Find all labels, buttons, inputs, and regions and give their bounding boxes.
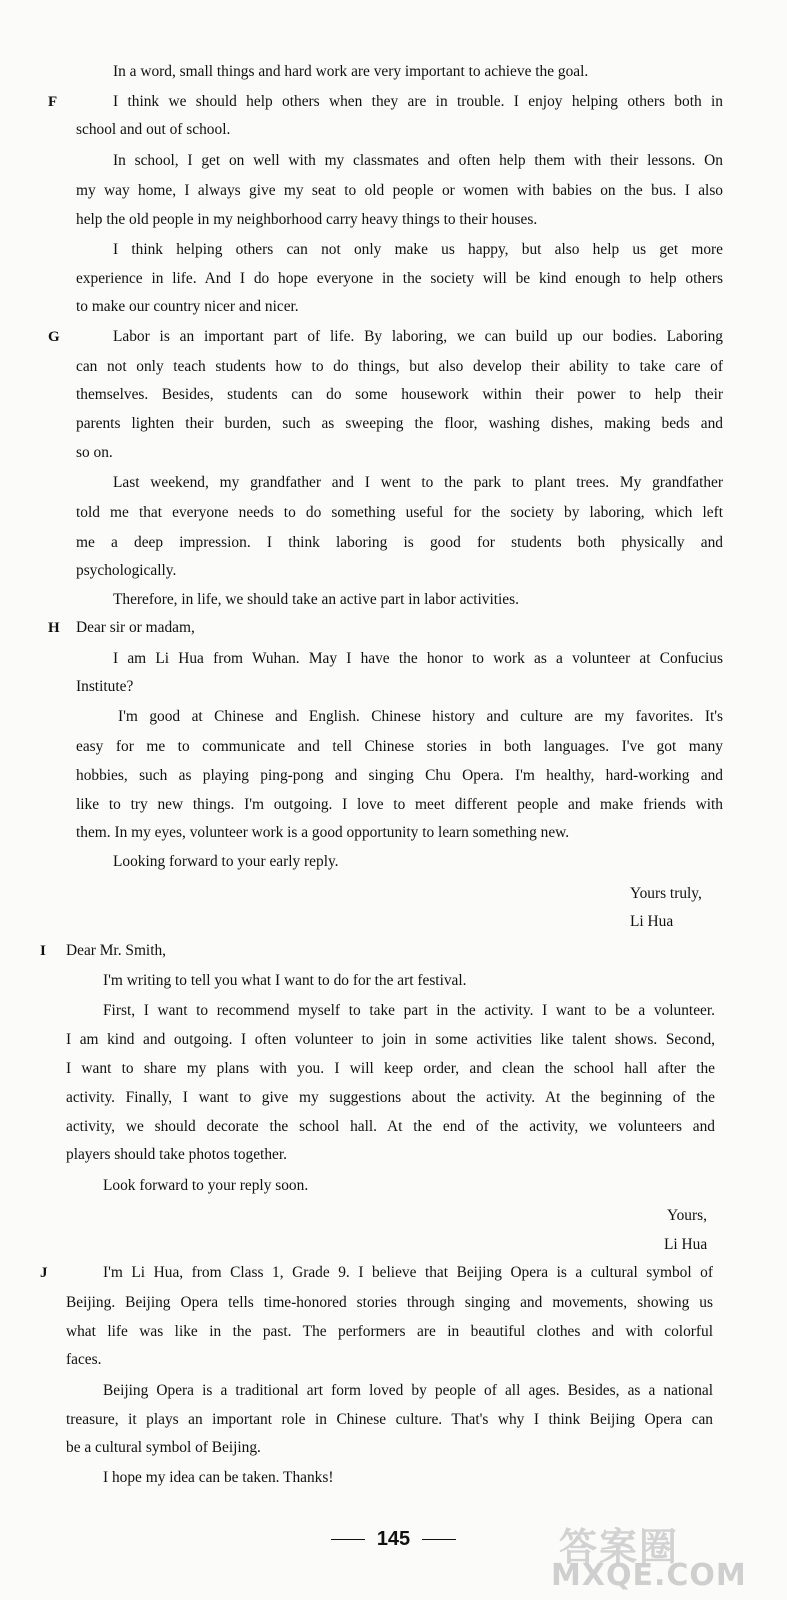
page-number-dash-right [422, 1539, 456, 1540]
text-line: I think helping others can not only make us happy, but also help us get more [113, 241, 723, 258]
text-line: them. In my eyes, volunteer work is a good opportunity to learn something new. [76, 824, 570, 841]
text-line: so on. [76, 444, 113, 461]
text-line: Therefore, in life, we should take an active part in labor activities. [113, 591, 519, 608]
section-letter: G [48, 329, 60, 345]
text-line: I'm good at Chinese and English. Chinese history and culture are my favorites. It's [118, 708, 723, 725]
text-line: be a cultural symbol of Beijing. [66, 1439, 261, 1456]
signature-name: Li Hua [630, 913, 674, 930]
text-line: told me that everyone needs to do something useful for the society by laboring, which left [76, 504, 723, 521]
text-line: faces. [66, 1351, 102, 1368]
text-line: Last weekend, my grandfather and I went to the park to plant trees. My grandfather [113, 474, 723, 491]
text-line: activity, we should decorate the school hall. At the end of the activity, we volunteers and [66, 1118, 715, 1135]
closing-line: Yours truly, [630, 885, 702, 902]
signature-name: Li Hua [664, 1236, 708, 1253]
text-line: I think we should help others when they are in trouble. I enjoy helping others both in [113, 93, 723, 110]
text-line: Look forward to your reply soon. [103, 1177, 309, 1194]
text-line: I am kind and outgoing. I often volunteer to join in some activities like talent shows. Second, [66, 1031, 715, 1048]
text-line: themselves. Besides, students can do some housework within their power to help their [76, 386, 723, 403]
text-line: activity. Finally, I want to give my suggestions about the activity. At the beginning of the [66, 1089, 715, 1106]
text-line: can not only teach students how to do things, but also develop their ability to take care of [76, 358, 723, 375]
text-line: I hope my idea can be taken. Thanks! [103, 1469, 334, 1486]
text-line: I'm Li Hua, from Class 1, Grade 9. I believe that Beijing Opera is a cultural symbol of [103, 1264, 713, 1281]
text-line: Looking forward to your early reply. [113, 853, 339, 870]
text-line: I am Li Hua from Wuhan. May I have the honor to work as a volunteer at Confucius [113, 650, 723, 667]
text-line: Beijing Opera is a traditional art form loved by people of all ages. Besides, as a national [103, 1382, 713, 1399]
text-line: First, I want to recommend myself to take part in the activity. I want to be a volunteer. [103, 1002, 715, 1019]
text-line: I want to share my plans with you. I will keep order, and clean the school hall after the [66, 1060, 715, 1077]
text-line: Dear Mr. Smith, [66, 942, 167, 959]
closing-line: Yours, [667, 1207, 707, 1224]
text-line: my way home, I always give my seat to old people or women with babies on the bus. I also [76, 182, 723, 199]
text-line: school and out of school. [76, 121, 231, 138]
text-line: easy for me to communicate and tell Chinese stories in both languages. I've got many [76, 738, 723, 755]
text-line: like to try new things. I'm outgoing. I love to meet different people and make friends with [76, 796, 723, 813]
watermark-cn-text: 答案圈 [559, 1525, 680, 1569]
text-line: hobbies, such as playing ping-pong and singing Chu Opera. I'm healthy, hard-working and [76, 767, 723, 784]
text-line: what life was like in the past. The performers are in beautiful clothes and with colorful [66, 1323, 713, 1340]
section-letter: I [40, 943, 46, 959]
watermark-en-text: MXQE.COM [551, 1558, 747, 1593]
text-line: I'm writing to tell you what I want to do for the art festival. [103, 972, 467, 989]
page-number-dash-left [331, 1539, 365, 1540]
text-line: help the old people in my neighborhood carry heavy things to their houses. [76, 211, 538, 228]
text-line: Institute? [76, 678, 134, 695]
text-line: to make our country nicer and nicer. [76, 298, 299, 315]
text-line: parents lighten their burden, such as sweeping the floor, washing dishes, making beds and [76, 415, 723, 432]
section-letter: F [48, 94, 58, 110]
text-line: experience in life. And I do hope everyone in the society will be kind enough to help others [76, 270, 723, 287]
text-line: In school, I get on well with my classmates and often help them with their lessons. On [113, 152, 723, 169]
text-line: players should take photos together. [66, 1146, 287, 1163]
section-letter: J [40, 1265, 48, 1281]
section-letter: H [48, 620, 60, 636]
site-watermark [547, 1514, 779, 1594]
page-number-value: 145 [376, 1528, 411, 1550]
text-line: In a word, small things and hard work are very important to achieve the goal. [113, 63, 589, 80]
text-line: Beijing. Beijing Opera tells time-honored stories through singing and movements, showing us [66, 1294, 713, 1311]
text-line: psychologically. [76, 562, 177, 579]
text-line: me a deep impression. I think laboring is good for students both physically and [76, 534, 723, 551]
text-line: Labor is an important part of life. By laboring, we can build up our bodies. Laboring [113, 328, 723, 345]
text-line: Dear sir or madam, [76, 619, 195, 636]
text-line: treasure, it plays an important role in Chinese culture. That's why I think Beijing Opera can [66, 1411, 713, 1428]
